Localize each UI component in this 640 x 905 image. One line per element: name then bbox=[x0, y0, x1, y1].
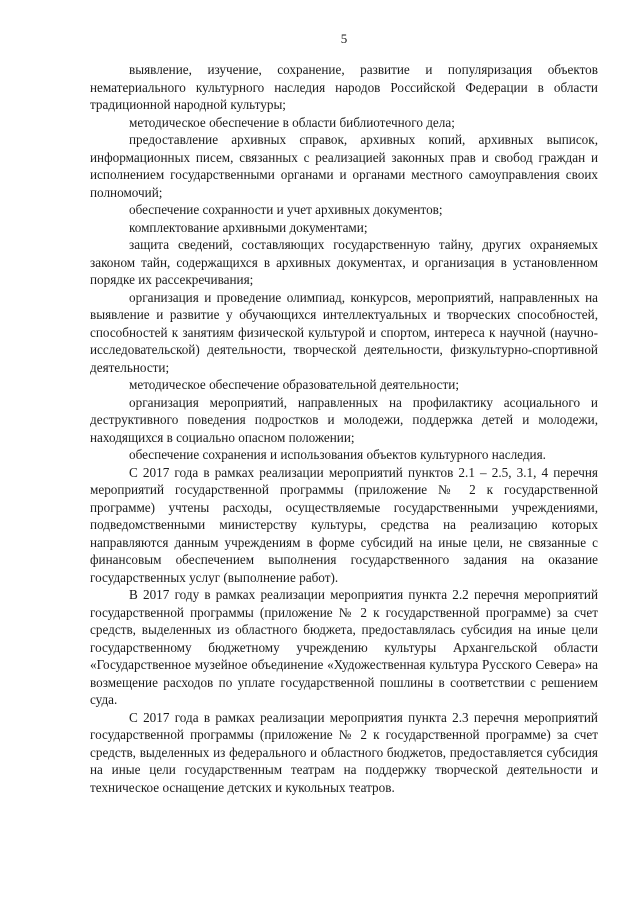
paragraph-prevention: организация мероприятий, направленных на профилактику асоциального и деструктивного поведения подростков и молодежи, поддержка детей и молодежи, находящихся в социально опасном положении; bbox=[90, 394, 598, 445]
page-number: 5 bbox=[340, 31, 348, 46]
paragraph-archive-acquisition: комплектование архивными документами; bbox=[129, 219, 368, 235]
paragraph-olympiads: организация и проведение олимпиад, конкурсов, мероприятий, направленных на выявление и развитие у обучающихся интеллектуальных и творческих способностей, способностей к занятиям физической культурой и спортом, интереса к научной (научно-исследовательской) деятельности, творческой деятельности, физкультурно-спортивной деятельности; bbox=[90, 289, 598, 375]
paragraph-archive-safety: обеспечение сохранности и учет архивных документов; bbox=[129, 202, 443, 217]
paragraph-2017-museum-subsidy: В 2017 году в рамках реализации мероприятия пункта 2.2 перечня мероприятий государственной программы (приложение № 2 к государственной программе) за счет средств, выделенных из областного бюджета, предоставлялась субсидия на иные цели государственному бюджетному учреждению культуры Архангельской области «Государственное музейное объединение «Художественная культура Русского Севера» на возмещение расходов по уплате государственной пошлины в соответствии с решением суда. bbox=[90, 587, 598, 707]
paragraph-education-methods: методическое обеспечение образовательной деятельности; bbox=[129, 377, 459, 392]
paragraph-library: методическое обеспечение в области библиотечного дела; bbox=[129, 114, 455, 130]
paragraph-secrets-protection: защита сведений, составляющих государственную тайну, других охраняемых законом тайн, содержащихся в архивных документах, и организация в установленном порядке их рассекречивания; bbox=[90, 237, 598, 287]
paragraph-2017-theatre-subsidy: С 2017 года в рамках реализации мероприятия пункта 2.3 перечня мероприятий государственной программы (приложение № 2 к государственной программе) за счет средств, выделенных из федерального и областного бюджетов, предоставляется субсидия на иные цели государственным театрам на поддержку творческой деятельности и техническое оснащение детских и кукольных театров. bbox=[90, 709, 598, 795]
paragraph-archive-references: предоставление архивных справок, архивных копий, архивных выписок, информационных писем, связанных с реализацией законных прав и свобод граждан и исполнением государственными органами и органами местного самоуправления своих полномочий; bbox=[90, 132, 598, 200]
paragraph-cultural-heritage: обеспечение сохранения и использования объектов культурного наследия. bbox=[129, 447, 546, 462]
document-page bbox=[90, 30, 598, 796]
paragraph-2017-expenses: С 2017 года в рамках реализации мероприятий пунктов 2.1 – 2.5, 3.1, 4 перечня мероприятий государственной программы (приложение № 2 к государственной программе) учтены расходы, осуществляемые государственными учреждениями, подведомственными министерству культуры, средства на реализацию которых направляются данным учреждениям в форме субсидий на иные цели, не связанные с финансовым обеспечением выполнения государственного задания на оказание государственных услуг (выполнение работ). bbox=[90, 464, 598, 585]
paragraph-heritage: выявление, изучение, сохранение, развитие и популяризация объектов нематериального культурного наследия народов Российской Федерации в области традиционной народной культуры; bbox=[90, 62, 598, 112]
